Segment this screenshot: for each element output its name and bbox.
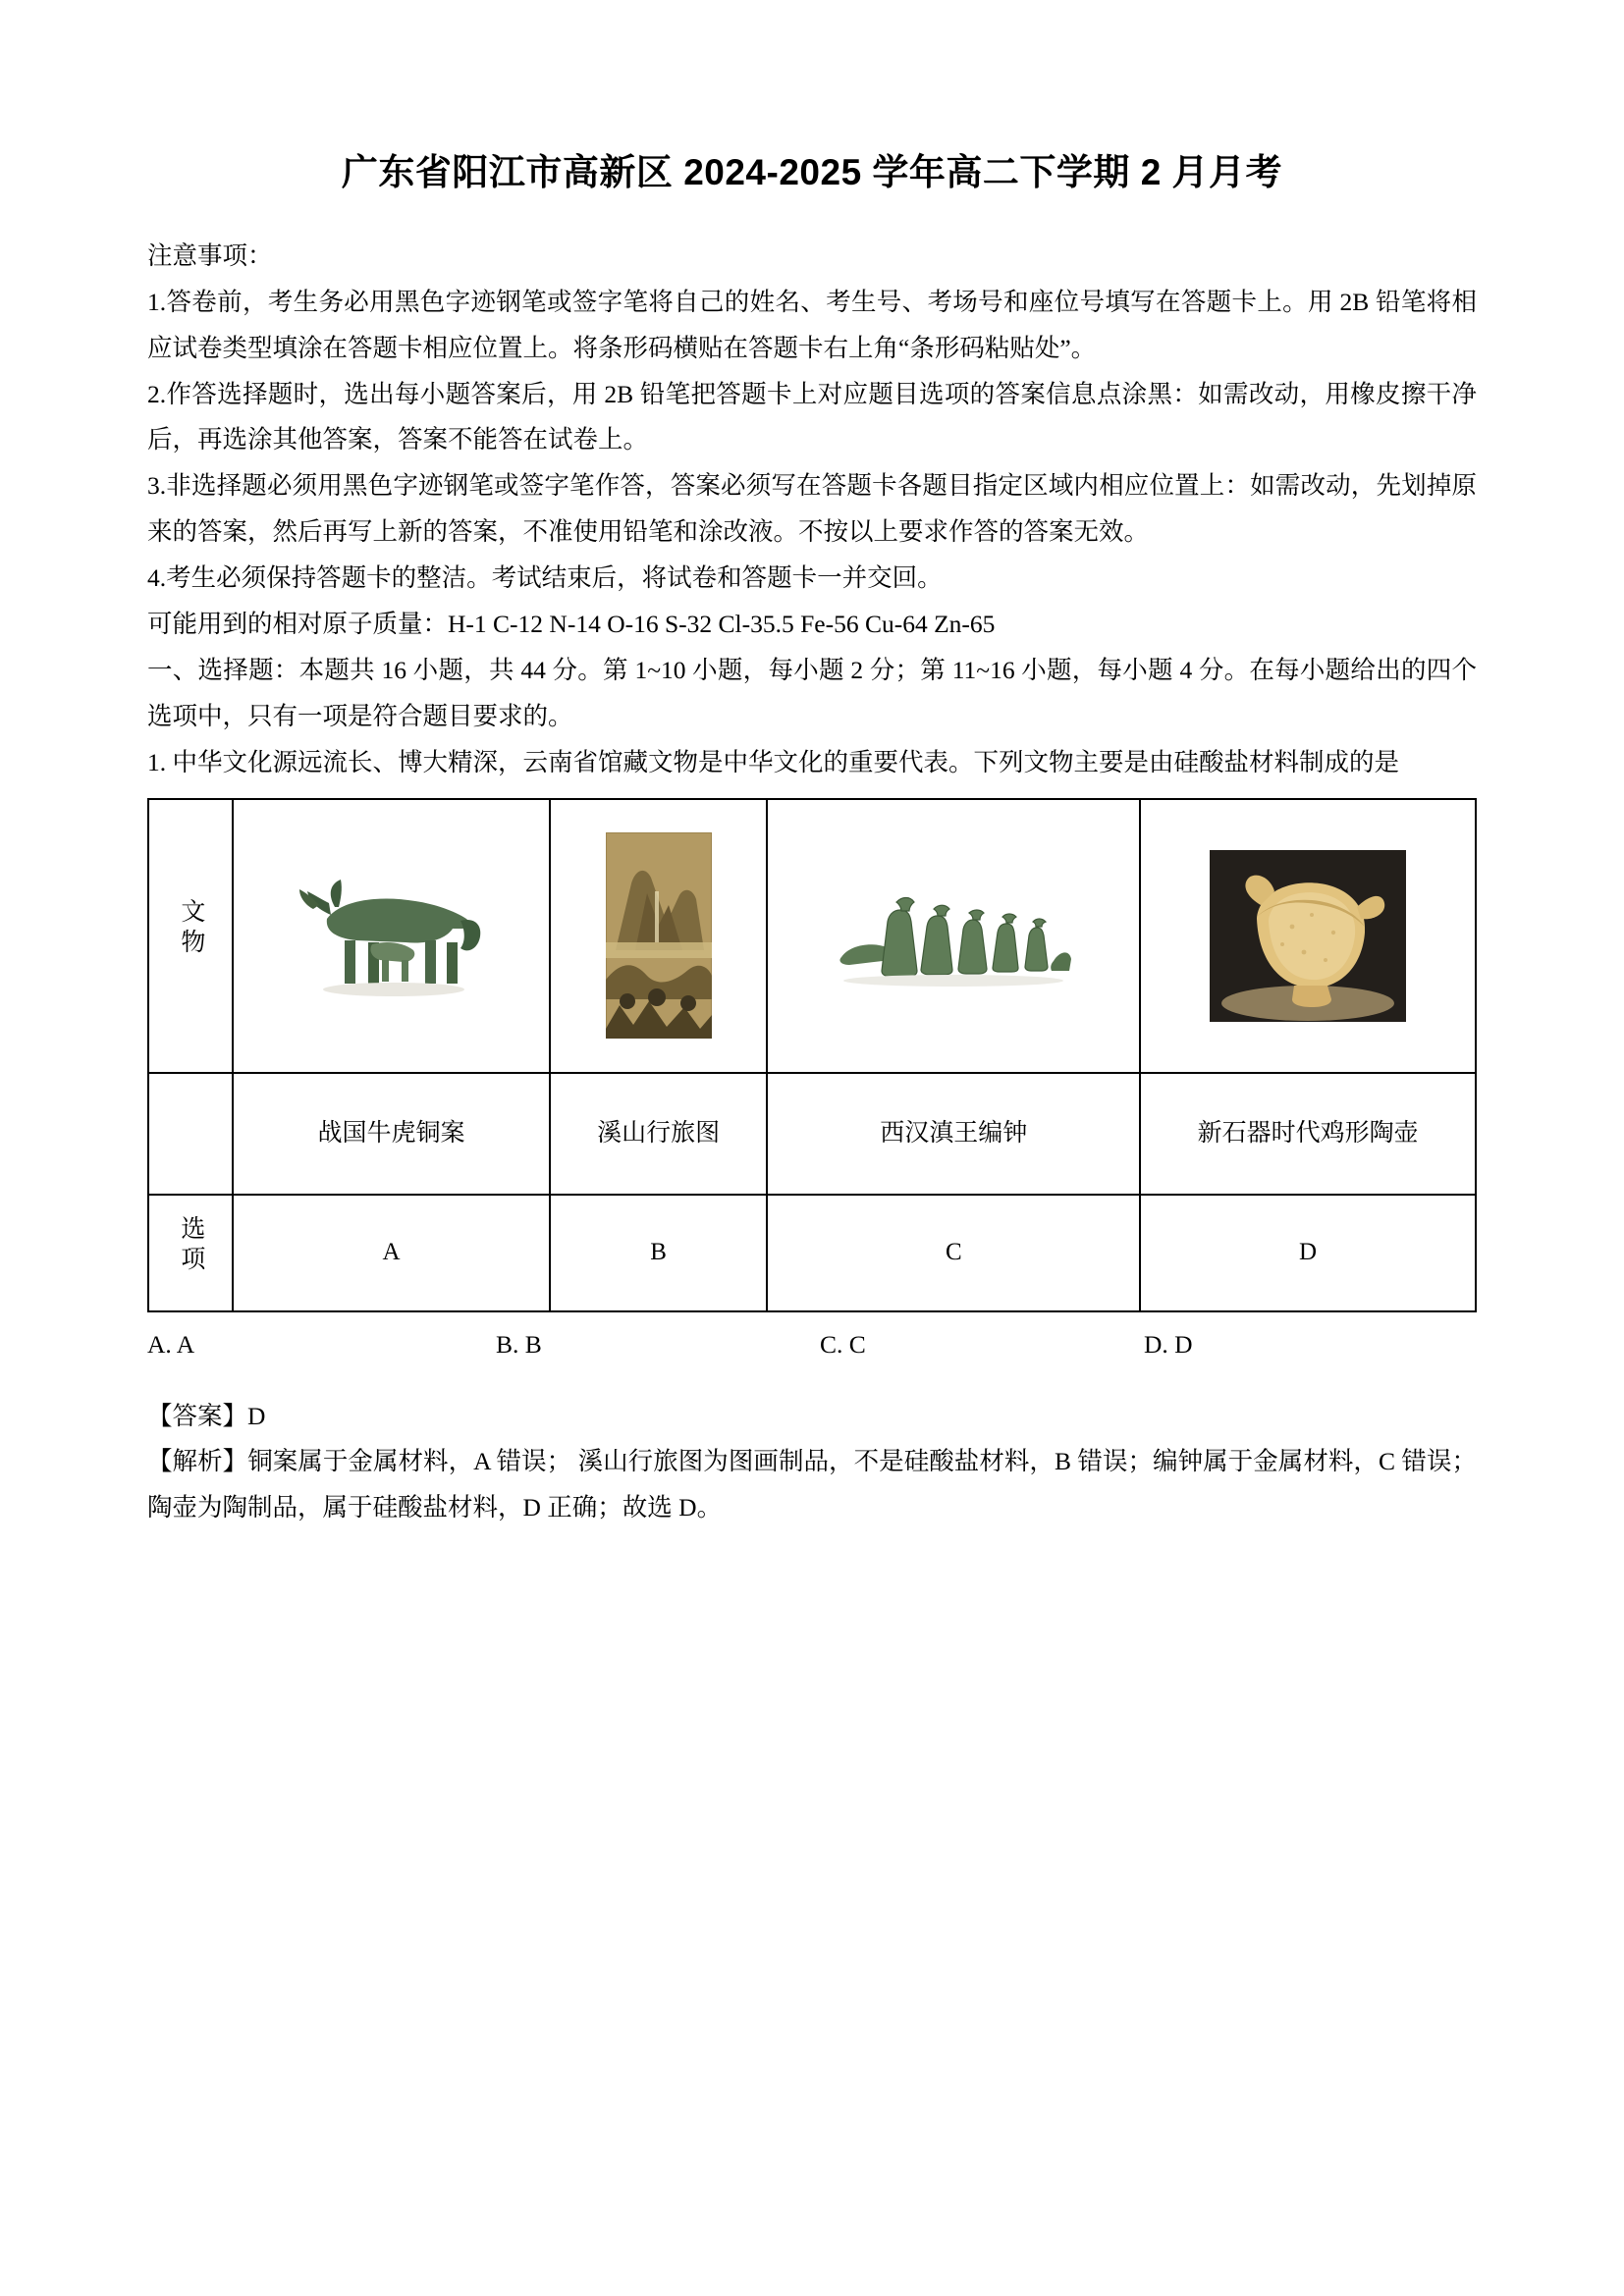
question-1-choices: [147, 1322, 1477, 1368]
choice-d[interactable]: D. D: [1144, 1329, 1193, 1359]
artifact-option-c: C: [767, 1195, 1140, 1311]
artifact-name-c: 西汉滇王编钟: [767, 1073, 1140, 1195]
choice-b[interactable]: B. B: [496, 1329, 542, 1359]
choice-a[interactable]: A. A: [147, 1329, 195, 1359]
row-label-option: [148, 1195, 233, 1311]
artifact-image-cell-a: [233, 799, 550, 1073]
table-row-options: [148, 1195, 1476, 1311]
landscape-painting-icon: [559, 832, 759, 1039]
explanation-text: 铜案属于金属材料，A 错误； 溪山行旅图为图画制品，不是硅酸盐材料，B 错误；编钟属于金属材料，C 错误； 陶壶为陶制品，属于硅酸盐材料，D 正确；故选 D。: [147, 1447, 1477, 1522]
answer-line: [147, 1394, 1477, 1440]
artifact-name-b: 溪山行旅图: [550, 1073, 768, 1195]
table-row-images: [148, 799, 1476, 1073]
section-heading-choice-questions: 一、选择题：本题共 16 小题，共 44 分。第 1~10 小题，每小题 2 分；第 11~16 小题，每小题 4 分。在每小题给出的四个选项中，只有一项是符合题目要求的。: [147, 655, 1477, 730]
chicken-shaped-pottery-pot-icon: [1149, 850, 1467, 1022]
artifact-option-b: B: [550, 1195, 768, 1311]
explanation-label: 【解析】: [147, 1447, 248, 1476]
atomic-mass-line: 可能用到的相对原子质量：H-1 C-12 N-14 O-16 S-32 Cl-35.5 Fe-56 Cu-64 Zn-65: [147, 610, 996, 639]
artifact-image-cell-c: [767, 799, 1140, 1073]
artifact-name-a: 战国牛虎铜案: [233, 1073, 550, 1195]
artifact-image-cell-d: [1140, 799, 1476, 1073]
bronze-ox-tiger-table-icon: [242, 850, 541, 1022]
artifact-image-cell-b: [550, 799, 768, 1073]
answer-explanation-block: [147, 1394, 1477, 1532]
row-label-artifact: [148, 799, 233, 1073]
artifact-option-a: A: [233, 1195, 550, 1311]
page-title: 广东省阳江市高新区 2024-2025 学年高二下学期 2 月月考: [341, 152, 1283, 192]
table-row-artifact-names: [148, 1073, 1476, 1195]
question-1-stem: 1. 中华文化源远流长、博大精深，云南省馆藏文物是中华文化的重要代表。下列文物主要是由硅酸盐材料制成的是: [147, 747, 1400, 776]
notice-item-1: 1.答卷前，考生务必用黑色字迹钢笔或签字笔将自己的姓名、考生号、考场号和座位号填写在答题卡上。用 2B 铅笔将相应试卷类型填涂在答题卡相应位置上。将条形码横贴在答题卡右上角“条形码粘贴处”。: [147, 287, 1477, 362]
artifact-comparison-table: [147, 798, 1477, 1312]
row-label-artifact-spacer: [148, 1073, 233, 1195]
explanation-line: [147, 1439, 1477, 1531]
answer-value: D: [247, 1401, 266, 1430]
row-label-option-text: 选项: [177, 1214, 204, 1276]
notice-item-4: 4.考生必须保持答题卡的整洁。考试结束后，将试卷和答题卡一并交回。: [147, 563, 943, 593]
artifact-option-d: D: [1140, 1195, 1476, 1311]
row-label-artifact-text: 文物: [177, 897, 204, 959]
notice-heading: 注意事项：: [147, 240, 273, 270]
choice-c[interactable]: C. C: [820, 1329, 866, 1359]
answer-label: 【答案】: [147, 1401, 248, 1430]
notice-item-2: 2.作答选择题时，选出每小题答案后，用 2B 铅笔把答题卡上对应题目选项的答案信息点涂黑：如需改动，用橡皮擦干净后，再选涂其他答案，答案不能答在试卷上。: [147, 379, 1477, 454]
bronze-chime-bells-icon: [776, 867, 1131, 1004]
artifact-name-d: 新石器时代鸡形陶壶: [1140, 1073, 1476, 1195]
notice-item-3: 3.非选择题必须用黑色字迹钢笔或签字笔作答，答案必须写在答题卡各题目指定区域内相应位置上：如需改动，先划掉原来的答案，然后再写上新的答案，不准使用铅笔和涂改液。不按以上要求作答的答案无效。: [147, 471, 1477, 547]
